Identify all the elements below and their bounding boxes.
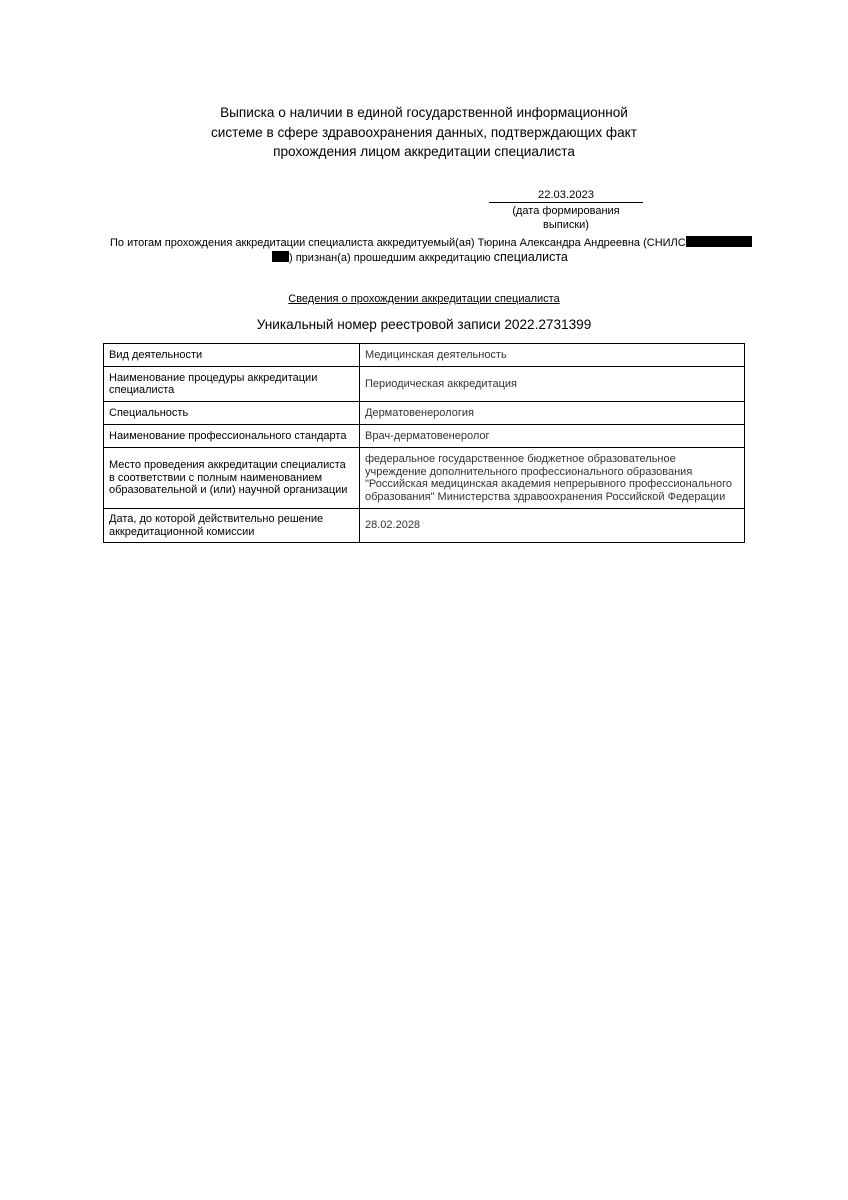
row-value: Периодическая аккредитация xyxy=(360,367,745,402)
statement-text-2: ) признан(а) прошедшим аккредитацию xyxy=(289,252,491,264)
formation-date: 22.03.2023 xyxy=(489,188,643,203)
row-value: федеральное государственное бюджетное образовательное учреждение дополнительного профессионального образования "Российская медицинская академия непрерывного профессионального образования" Министерства здравоохранения Российской Федерации xyxy=(360,448,745,509)
statement-text-1: По итогам прохождения аккредитации специалиста аккредитуемый(ая) Тюрина Александра Андреевна (СНИЛС xyxy=(110,237,686,249)
row-value: Врач-дерматовенеролог xyxy=(360,425,745,448)
statement-line-2 xyxy=(110,250,750,265)
row-key: Наименование процедуры аккредитации специалиста xyxy=(104,367,360,402)
document-title xyxy=(170,103,678,162)
formation-date-caption: (дата формирования выписки) xyxy=(512,205,620,231)
title-line-2: системе в сфере здравоохранения данных, подтверждающих факт xyxy=(211,124,637,140)
row-key: Вид деятельности xyxy=(104,344,360,367)
row-value: Медицинская деятельность xyxy=(360,344,745,367)
table-row xyxy=(104,425,745,448)
redacted-snils-part-2 xyxy=(272,251,289,262)
table-row xyxy=(104,448,745,509)
statement-line-1 xyxy=(110,236,750,250)
statement-text-3: специалиста xyxy=(493,250,568,264)
table-row xyxy=(104,344,745,367)
accreditation-statement xyxy=(110,236,750,265)
title-line-3: прохождения лицом аккредитации специалиста xyxy=(273,144,575,159)
row-key: Специальность xyxy=(104,402,360,425)
title-line-1: Выписка о наличии в единой государственной информационной xyxy=(220,105,628,120)
table-row xyxy=(104,402,745,425)
table-row xyxy=(104,509,745,543)
row-value: 28.02.2028 xyxy=(360,509,745,543)
registry-record-number: Уникальный номер реестровой записи 2022.2731399 xyxy=(256,317,592,332)
formation-date-block xyxy=(489,188,643,232)
row-key: Наименование профессионального стандарта xyxy=(104,425,360,448)
redacted-snils-part-1 xyxy=(686,236,752,247)
accreditation-info-table xyxy=(103,343,745,543)
row-key: Место проведения аккредитации специалиста в соответствии с полным наименованием образовательной и (или) научной организации xyxy=(104,448,360,509)
table-row xyxy=(104,367,745,402)
row-value: Дерматовенерология xyxy=(360,402,745,425)
section-title: Сведения о прохождении аккредитации специалиста xyxy=(288,293,560,305)
row-key: Дата, до которой действительно решение аккредитационной комиссии xyxy=(104,509,360,543)
